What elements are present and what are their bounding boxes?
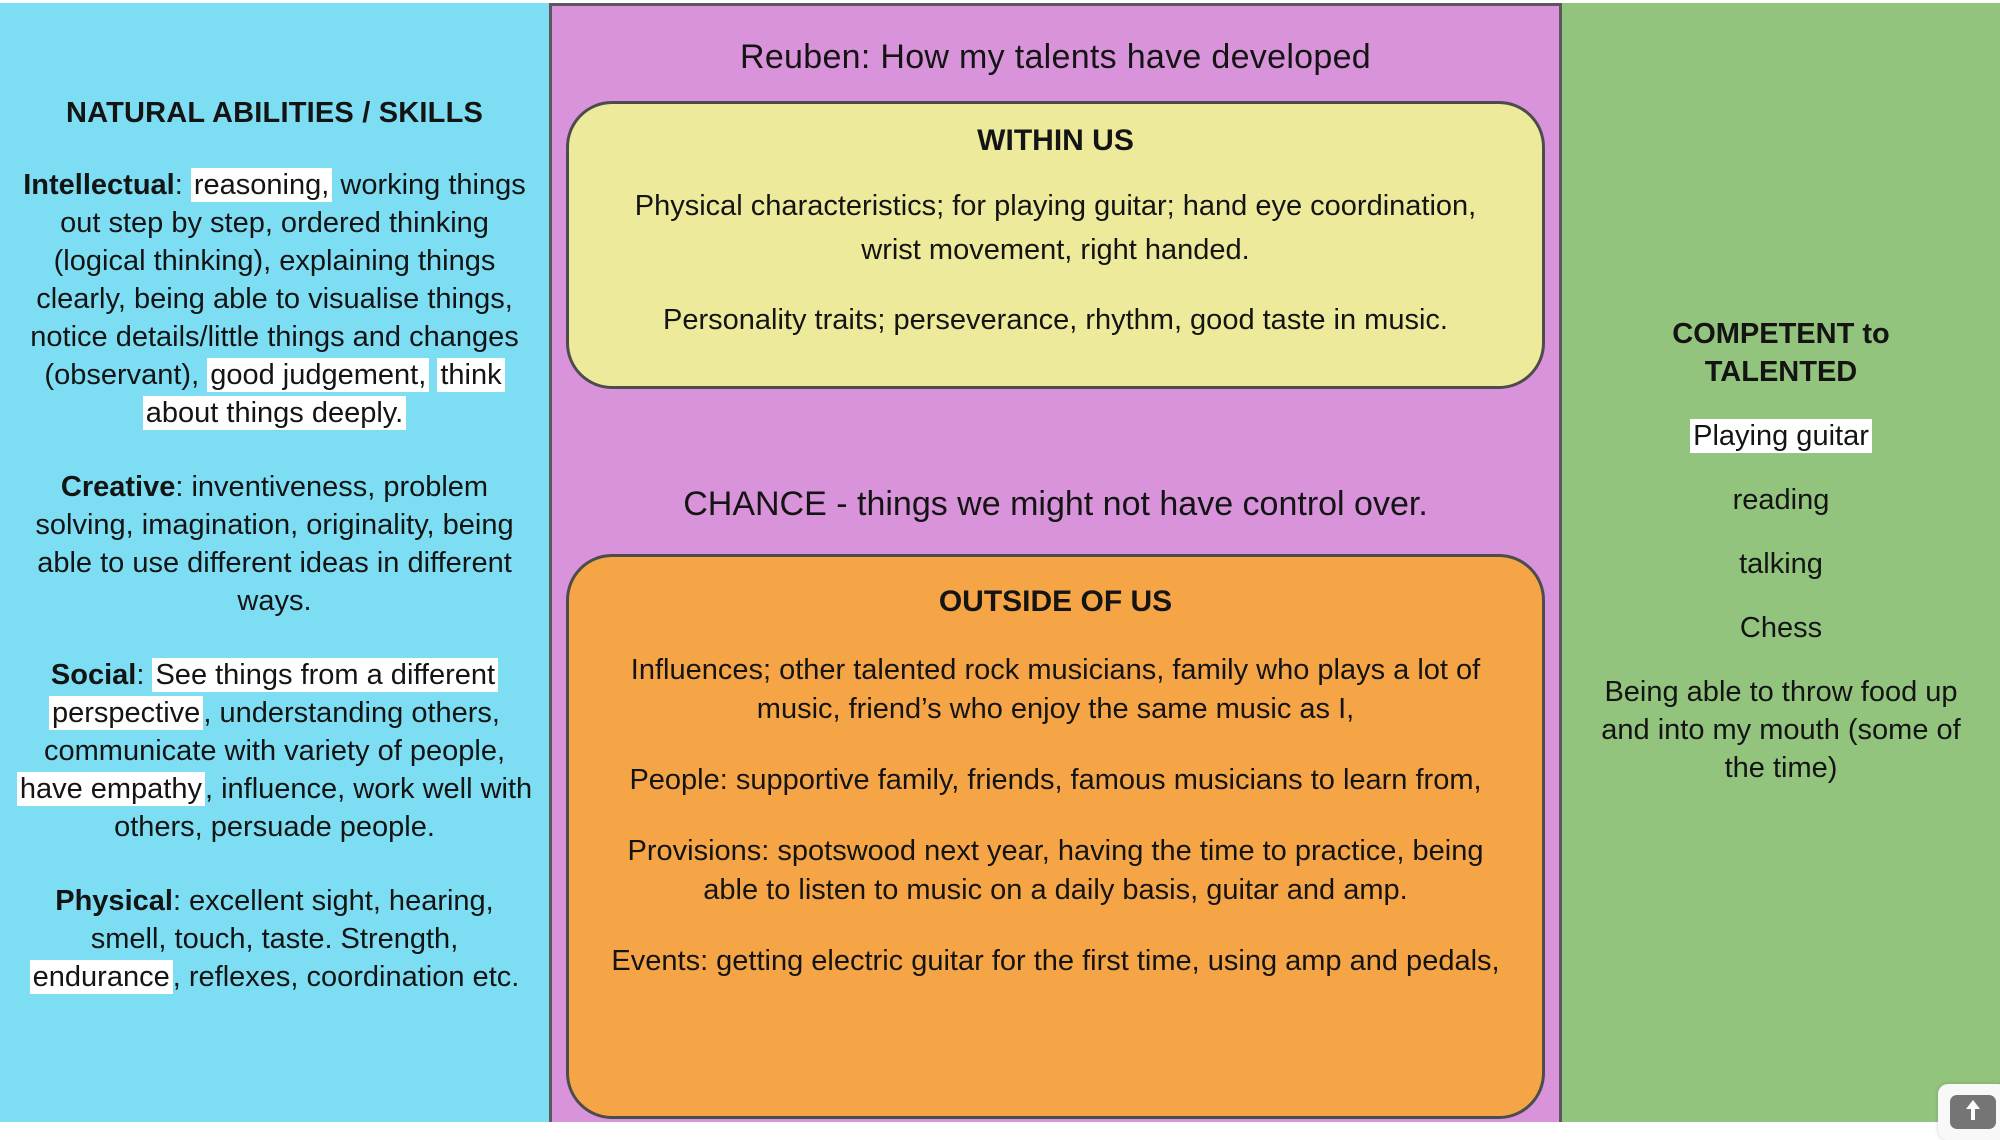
corner-button[interactable] [1938,1084,2000,1140]
within-paragraph-personality-traits: Personality traits; perseverance, rhythm, good taste in music. [663,304,1448,336]
paragraph-social: Social: See things from a different perspective , understanding others, communicate with variety of people, have empathy , influence, work well with others, persuade people. [16,656,533,846]
outside-of-us-box [566,554,1545,1119]
within-paragraph-physical-characteristics: Physical characteristics; for playing guitar; hand eye coordination, wrist movement, right handed. [634,190,1477,266]
paragraph-intellectual: Intellectual: reasoning, working things out step by step, ordered thinking (logical thinking), explaining things clearly, being able to visualise things, notice details/little things and changes (observant), good judgement, think about things deeply. [23,169,526,429]
board-columns [0,3,2000,1122]
competent-heading-line2: TALENTED [1704,356,1858,388]
paragraph-physical: Physical: excellent sight, hearing, smell, touch, taste. Strength, endurance , reflexes, coordination etc. [16,882,533,996]
page-title: Reuben: How my talents have developed [739,38,1372,76]
talent-development-panel [549,3,1562,1122]
arrow-up-icon [1950,1095,1996,1129]
talent-item-throw-food: Being able to throw food up and into my mouth (some of the time) [1601,676,1961,784]
competent-to-talented-panel [1562,3,2000,1122]
talent-item-chess: Chess [1739,612,1823,644]
within-us-box [566,101,1545,389]
natural-abilities-panel [0,3,549,1122]
natural-abilities-heading: NATURAL ABILITIES / SKILLS [65,97,484,129]
outside-of-us-heading: OUTSIDE OF US [938,585,1173,618]
outside-paragraph-provisions: Provisions: spotswood next year, having the time to practice, being able to listen to music on a daily basis, guitar and amp. [627,835,1484,906]
talent-item-reading: reading [1732,484,1830,516]
outside-paragraph-events: Events: getting electric guitar for the first time, using amp and pedals, [611,945,1500,977]
competent-heading [1578,315,1984,391]
chance-caption: CHANCE - things we might not have control over. [683,485,1428,523]
within-us-heading: WITHIN US [977,124,1134,157]
paragraph-creative: Creative: inventiveness, problem solving, imagination, originality, being able to use different ideas in different ways. [35,471,514,617]
competent-heading-line1: COMPETENT to [1672,318,1890,350]
outside-paragraph-influences: Influences; other talented rock musicians, family who plays a lot of music, friend’s who enjoy the same music as I, [630,654,1481,725]
outside-paragraph-people: People: supportive family, friends, famous musicians to learn from, [629,764,1482,796]
talent-item-playing-guitar: Playing guitar [1578,417,1984,455]
talent-item-talking: talking [1739,548,1823,580]
